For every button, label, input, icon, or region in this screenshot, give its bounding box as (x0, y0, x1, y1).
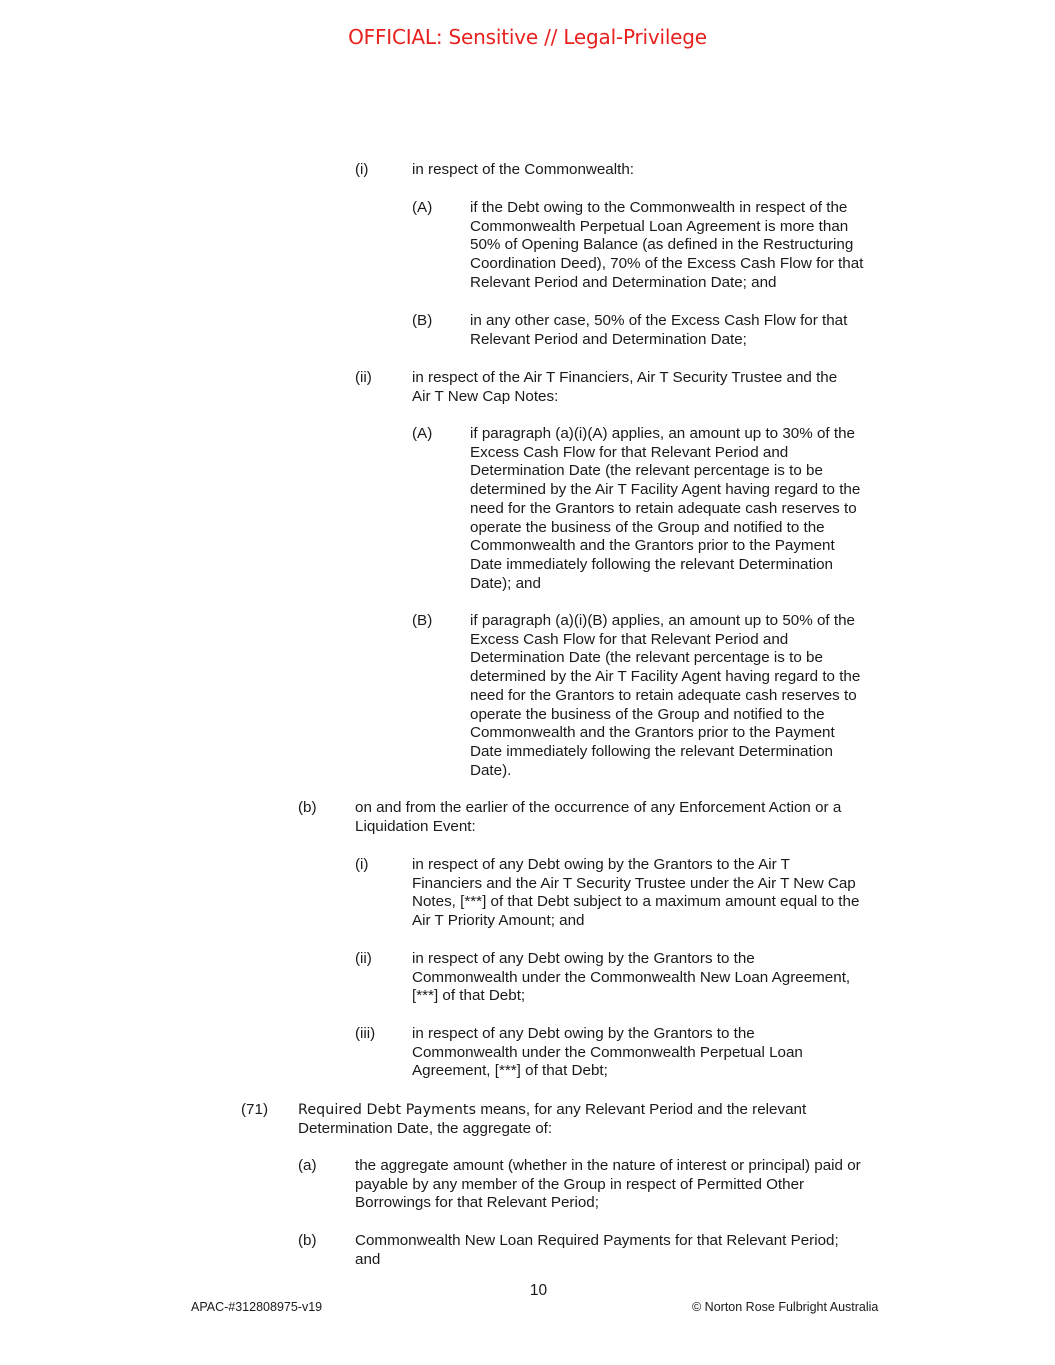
clause-line: in respect of any Debt owing by the Grantors to the (412, 950, 755, 967)
copyright-notice: © Norton Rose Fulbright Australia (692, 1300, 879, 1314)
clause-line: Commonwealth under the Commonwealth New Loan Agreement, (412, 968, 851, 986)
clause-text (412, 950, 902, 1006)
clause-line: Coordination Deed), 70% of the Excess Cash Flow for that (470, 255, 864, 273)
clause-line: in respect of any Debt owing by the Grantors to the (412, 1025, 755, 1042)
clause-text (470, 612, 910, 780)
clause-line: if paragraph (a)(i)(A) applies, an amount up to 30% of the (470, 425, 855, 442)
clause-number: (a) (298, 1157, 317, 1174)
clause-line: in respect of the Air T Financiers, Air T Security Trustee and the (412, 369, 838, 386)
clause-line: Date). (470, 761, 512, 779)
clause-line: Determination Date (the relevant percentage is to be (470, 462, 823, 480)
document-reference: APAC-#312808975-v19 (191, 1300, 323, 1314)
clause-line: Liquidation Event: (355, 817, 476, 835)
clause-line: need for the Grantors to retain adequate cash reserves to (470, 686, 857, 704)
clause-text (355, 1157, 915, 1213)
clause-number: (i) (355, 856, 369, 873)
clause-line: [***] of that Debt; (412, 987, 526, 1005)
clause-line: if the Debt owing to the Commonwealth in respect of the (470, 199, 848, 216)
clause-line: Relevant Period and Determination Date; and (470, 273, 777, 291)
clause-line: in respect of any Debt owing by the Grantors to the Air T (412, 856, 790, 873)
clause-number: (b) (298, 799, 317, 816)
clause-number: (B) (412, 312, 433, 329)
clause-text (355, 1232, 915, 1269)
clause-line: Date); and (470, 574, 541, 592)
clause-line: Notes, [***] of that Debt subject to a maximum amount equal to the (412, 893, 860, 911)
clause-number: (A) (412, 425, 433, 442)
clause-line: Relevant Period and Determination Date; (470, 330, 747, 348)
clause-line: if paragraph (a)(i)(B) applies, an amount up to 50% of the (470, 612, 855, 629)
defined-term: Required Debt Payments (298, 1102, 477, 1118)
clause-text (412, 1025, 902, 1081)
classification-header: OFFICIAL: Sensitive // Legal-Privilege (348, 25, 707, 49)
clause-line: Date immediately following the relevant Determination (470, 555, 833, 573)
clause-number: (B) (412, 612, 433, 629)
clause-line: operate the business of the Group and notified to the (470, 705, 825, 723)
clause-line: determined by the Air T Facility Agent having regard to the (470, 668, 861, 686)
clause-line: Borrowings for that Relevant Period; (355, 1194, 599, 1212)
clause-line: Determination Date, the aggregate of: (298, 1119, 553, 1137)
clause-line: on and from the earlier of the occurrence of any Enforcement Action or a (355, 799, 842, 816)
clause-line: Commonwealth and the Grantors prior to the Payment (470, 537, 835, 555)
clause-text (355, 799, 915, 836)
clause-line: 50% of Opening Balance (as defined in the Restructuring (470, 236, 854, 254)
clause-line: Financiers and the Air T Security Trustee under the Air T New Cap (412, 874, 856, 892)
clause-line-text: means, for any Relevant Period and the relevant (476, 1101, 807, 1118)
clause-line: the aggregate amount (whether in the nature of interest or principal) paid or (355, 1157, 861, 1174)
clause-text (412, 161, 902, 180)
clause-line: Agreement, [***] of that Debt; (412, 1062, 608, 1080)
clause-number: (A) (412, 199, 433, 216)
clause-line: in respect of the Commonwealth: (412, 161, 635, 178)
clause-text (412, 369, 902, 406)
page-number: 10 (529, 1282, 548, 1299)
clause-line: and (355, 1250, 381, 1268)
clause-line: payable by any member of the Group in respect of Permitted Other (355, 1175, 805, 1193)
clause-number: (ii) (355, 950, 372, 967)
clause-line: Commonwealth and the Grantors prior to the Payment (470, 724, 835, 742)
clause-line: Commonwealth Perpetual Loan Agreement is more than (470, 217, 849, 235)
clause-text (412, 856, 902, 931)
clause-line: Commonwealth under the Commonwealth Perpetual Loan (412, 1043, 803, 1061)
clause-number: (ii) (355, 369, 372, 386)
clause-text (470, 199, 910, 293)
clause-line: Commonwealth New Loan Required Payments for that Relevant Period; (355, 1232, 839, 1249)
clause-number: (b) (298, 1232, 317, 1249)
clause-text (470, 425, 910, 593)
clause-line: Air T Priority Amount; and (412, 912, 585, 930)
clause-line: Air T New Cap Notes: (412, 387, 559, 405)
clause-line (298, 1101, 888, 1120)
clause-number: (i) (355, 161, 369, 178)
clause-number: (iii) (355, 1025, 376, 1042)
clause-line: operate the business of the Group and notified to the (470, 518, 825, 536)
clause-line: Excess Cash Flow for that Relevant Period and (470, 443, 789, 461)
clause-line: determined by the Air T Facility Agent having regard to the (470, 481, 861, 499)
clause-line: Excess Cash Flow for that Relevant Period and (470, 630, 789, 648)
clause-text (298, 1101, 888, 1138)
clause-line: Date immediately following the relevant Determination (470, 742, 833, 760)
clause-text (470, 312, 910, 349)
clause-line: in any other case, 50% of the Excess Cash Flow for that (470, 312, 848, 329)
clause-line: Determination Date (the relevant percentage is to be (470, 649, 823, 667)
clause-number: (71) (241, 1101, 269, 1118)
clause-line: need for the Grantors to retain adequate cash reserves to (470, 499, 857, 517)
